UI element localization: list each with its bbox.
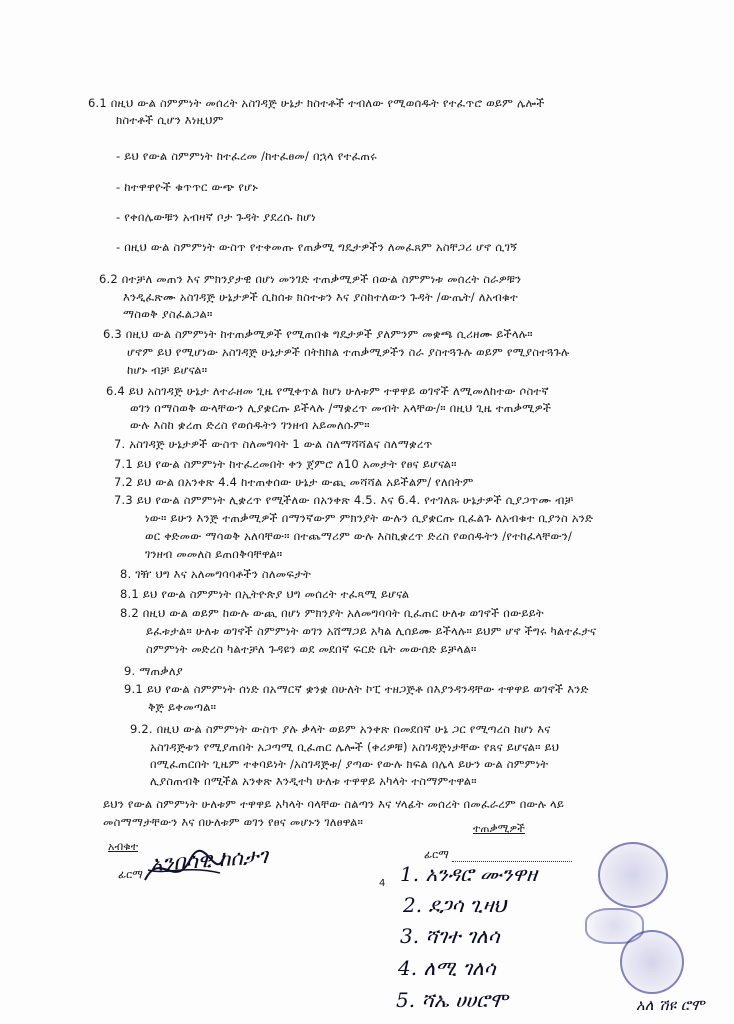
clause-9-2-line-3: በሚፈጠርበት ጊዜም ተቀባይነት /አስገዳጅቱ/ ያጣው የውሉ ክፍል በሌላ ይሁን ውል ስምምነት <box>150 757 549 771</box>
clause-8-1: 8.1 ይህ የውል ስምምነት በኢትዮጵያ ህግ መሰረት ተፈጻሚ ይሆናል <box>120 587 410 601</box>
clause-7-3-line-4: ገንዘብ መመለስ ይጠበቅባቸዋል። <box>145 547 283 561</box>
beneficiaries-label: ተጠቃሚዎች <box>473 822 525 835</box>
clause-6-2-line-2: እንዲፈጽሙ አስገዳጅ ሁኔታዎች ሲከሰቱ ክስተቱን እና ያስከተለውን ጉዳት /ውጤት/ ለአብቁተ <box>123 290 518 304</box>
beneficiary-signature-1: 1. አንዳሮ ሙንዋዘ <box>400 862 537 886</box>
clause-6-2-line-1: 6.2 በተቻለ መጠን እና ምክንያታዊ በሆነ መንገድ ተጠቃሚዎች በውል ስምምነቱ መሰረት ስራዎቹን <box>99 272 522 286</box>
bullet-item: - ይህ የውል ስምምነት ከተፈረመ /ከተፈፀመ/ በኋላ የተፈጠሩ <box>116 149 377 163</box>
bullet-item: - የቀበሌውቹን አብዛኛ ቦታ ጉዳት ያደረሱ ከሆነ <box>116 210 316 224</box>
clause-7-3-line-3: ወር ቀድመው ማሳወቅ አለባቸው። በተጨማሪም ውሉ እስኪቋረጥ ድረስ የወሰዱትን /የተከፈላቸውን/ <box>145 529 573 543</box>
clause-7-3-line-1: 7.3 ይህ የውል ስምምነት ሊቋረጥ የሚችለው በአንቀጽ 4.5. እና 6.4. የተገለጹ ሁኔታዎች ሲያጋጥሙ ብቻ <box>114 493 574 507</box>
page-number: 4 <box>379 878 386 889</box>
section-9-heading: 9. ማጠቃለያ <box>124 664 183 678</box>
clause-6-3-line-3: ከሆኑ ብቻ ይሆናል። <box>127 363 208 377</box>
issuer-signature: አንበሳዊ ከሰታገ <box>149 843 269 877</box>
clause-7-3-line-2: ነው። ይሁን እንጅ ተጠቃሚዎች በማንኛውም ምክንያት ውሉን ሲያቋርጡ ቢፈልጉ ለአብቁተ ቢያንስ አንድ <box>145 511 594 525</box>
issuer-label: አብቁተ <box>108 840 139 853</box>
clause-9-1-line-2: ቅጅ ይቀመጣል። <box>148 700 217 714</box>
clause-6-1-line-2: ክስተቶች ሲሆን እነዚህም <box>116 113 224 127</box>
closing-statement-line-1: ይህን የውል ስምምነት ሁለቱም ተዋዋይ አካላት ባላቸው ስልጣን እና ሃላፊት መሰረት በመፈራረም በውሉ ላይ <box>103 797 565 811</box>
bullet-item: - ከተዋዋዮች ቁጥጥር ውጭ የሆኑ <box>116 180 258 194</box>
corner-handwritten-note: አለ ሽዩ ሮሞ <box>636 996 705 1014</box>
clause-8-2-line-3: ስምምነት መድረስ ካልተቻለ ጉዳዩን ወደ መደበኛ ፍርድ ቤት መውሰድ ይቻላል። <box>146 642 477 656</box>
beneficiaries-signature-field-label: ፊርማ <box>424 848 449 861</box>
clause-9-2-line-2: አስገዳጅቱን የሚያጠበት አጋጣሚ ቢፈጠር ሌሎች (ቀሪዎቹ) አስገዳጅነታቸው የጸና ይሆናል። ይህ <box>150 740 560 754</box>
clause-8-2-line-1: 8.2 በዚህ ውል ወይም ከውሉ ውጪ በሆነ ምክንያት አለመግባባት ቢፈጠር ሁለቱ ወገኖች በውይይት <box>120 606 544 620</box>
clause-6-4-line-1: 6.4 ይህ አስገዳጅ ሁኔታ ለተራዘመ ጊዜ የሚቀጥል ከሆነ ሁለቱም ተዋዋይ ወገኖች ለሚመለከተው ሶስተኛ <box>106 384 549 398</box>
beneficiary-signature-3: 3. ሻገተ ገለሳ <box>400 924 500 948</box>
issuer-signature-field-label: ፊርማ <box>118 868 143 881</box>
official-stamp <box>598 842 668 908</box>
clause-6-4-line-3: ውሉ እስከ ቋረጠ ድረስ የወሰዱትን ገንዘብ አይመለሱም። <box>130 418 370 432</box>
clause-7-1: 7.1 ይህ የውል ስምምነት ከተፈረመበት ቀን ጀምሮ ለ10 አመታት የፀና ይሆናል። <box>114 457 457 471</box>
signature-scribble <box>140 845 230 895</box>
beneficiary-signature-5: 5. ሻኤ ሀሀሮሞ <box>396 988 508 1012</box>
clause-7-2: 7.2 ይህ ውል በአንቀጽ 4.4 ከተጠቀሰው ሁኔታ ውጪ መሻሻል አይችልም/ የለበትም <box>114 475 474 489</box>
beneficiary-signature-4: 4. ለሚ ገለሳ <box>398 956 496 980</box>
clause-6-3-line-1: 6.3 በዚህ ውል ስምምነት ከተጠቃሚዎች የሚጠበቁ ግዴታዎች ያለምንም መቋጫ ሲሪዘሙ ይችላሉ። <box>103 327 533 341</box>
closing-statement-line-2: መስማማታቸውን እና በሁለቱም ወገን የፀና መሆኑን ገለፀዋል። <box>103 815 364 829</box>
clause-6-3-line-2: ሆኖም ይህ የሚሆነው አስገዳጅ ሁኔታዎች በትክክል ተጠቃሚዎችን ስራ ያስተጓጉሉ ወይም የሚያስተጓጉሉ <box>127 345 570 359</box>
section-7-heading: 7. አስገዳጅ ሁኔታዎች ውስጥ ስለመግባት 1 ውል ስለማሻሻልና ስለማቋረጥ <box>114 437 433 451</box>
section-8-heading: 8. ገዥ ህግ እና አለመግባባቶችን ስለመፍታት <box>120 567 311 581</box>
clause-9-1-line-1: 9.1 ይህ የውል ስምምነት ሰነድ በአማርኛ ቋንቋ በሁለት ኮፒ ተዘጋጅቶ በእያንዳንዳቸው ተዋዋይ ወገኖች እንድ <box>124 682 589 696</box>
beneficiary-signature-2: 2. ደጋሳ ጊዛህ <box>403 893 507 917</box>
clause-6-2-line-3: ማስወቅ ያስፈልጋል። <box>123 307 213 321</box>
clause-9-2-line-1: 9.2. በዚህ ውል ስምምነት ውስጥ ያሉ ቃላት ወይም አንቀጽ በመደበኛ ሁኔ ጋር የሚጣረስ ከሆነ እና <box>130 722 551 736</box>
bullet-item: - በዚህ ውል ስምምነት ውስጥ የተቀመጡ የጠቃሚ ግዴታዎችን ለመፈጸም አስቸጋሪ ሆኖ ሲገኝ <box>116 240 518 254</box>
clause-6-1-line-1: 6.1 በዚህ ውል ስምምነት መሰረት አስገዳጅ ሁኔታ ክስተቶች ተብለው የሚወሰዱት የተፈጥሮ ወይም ሌሎች <box>88 96 545 110</box>
official-stamp <box>620 930 684 994</box>
clause-8-2-line-2: ይፈቱታል። ሁለቱ ወገኖች ስምምነት ወገን አሸማጋይ አካል ሊሰይሙ ይችላሉ። ይህም ሆኖ ችግሩ ካልተፈታና <box>146 624 597 638</box>
clause-6-4-line-2: ወገን በማስወቅ ውላቸውን ሊያቋርጡ ይችላሉ /ማቋረጥ መብት አላቸው/። በዚህ ጊዜ ተጠቃሚዎች <box>130 401 552 415</box>
clause-9-2-line-4: ሊያስጠብቅ በሚችል አንቀጽ እንዲተካ ሁለቱ ተዋዋይ አካላት ተስማምተዋል። <box>150 774 477 788</box>
